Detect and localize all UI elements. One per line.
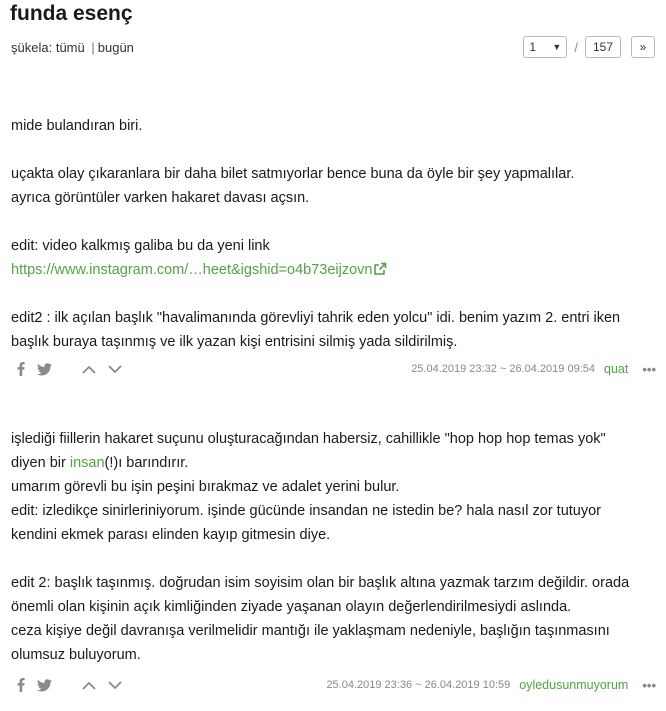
instagram-link[interactable]: https://www.instagram.com/…heet&igshid=o4b73eijzovn: [11, 262, 373, 278]
entry-line: mide bulandıran biri.: [11, 118, 143, 134]
facebook-icon[interactable]: [17, 678, 25, 692]
entry-content: [11, 114, 656, 354]
sukela-label: şükela:: [11, 40, 53, 55]
topic-title[interactable]: funda esenç: [10, 2, 133, 25]
chevron-down-icon[interactable]: [108, 365, 122, 374]
entry-date[interactable]: 25.04.2019 23:36 ~ 26.04.2019 10:59: [326, 679, 511, 691]
sukela-separator: |: [91, 40, 95, 55]
entry-content: [11, 427, 656, 667]
page-select-value: 1: [529, 40, 537, 54]
caret-down-icon: ▼: [552, 42, 562, 52]
chevron-down-icon[interactable]: [108, 681, 122, 690]
chevron-up-icon[interactable]: [82, 365, 96, 374]
sukela-today-link[interactable]: bugün: [97, 40, 134, 55]
entry-line: edit: video kalkmış galiba bu da yeni link: [11, 238, 270, 254]
entry-line: edit: izledikçe sinirleriniyorum. işinde gücünde insandan ne istedin be? hala nasıl zor tutuyor: [11, 503, 602, 519]
twitter-icon[interactable]: [37, 363, 52, 376]
entry-line: işlediği fiillerin hakaret suçunu oluşturacağından habersiz, cahillikle "hop hop hop temas yok": [11, 431, 606, 447]
entry-line: olumsuz buluyorum.: [11, 647, 141, 663]
entry-text: diyen bir: [11, 455, 70, 471]
entry-line: [11, 451, 656, 475]
page-select[interactable]: [523, 36, 567, 58]
chevron-up-icon[interactable]: [82, 681, 96, 690]
page-slash: /: [574, 39, 578, 55]
entry-author[interactable]: quat: [604, 362, 629, 376]
entry-date[interactable]: 25.04.2019 23:32 ~ 26.04.2019 09:54: [411, 363, 595, 375]
entry-line: ceza kişiye değil davranışa verilmelidir mantığı ile yaklaşmam nedeniyle, başlığın taşınmasını: [11, 623, 610, 639]
more-options-icon[interactable]: •••: [642, 677, 656, 693]
entry-text: (!)ı barındırır.: [104, 455, 189, 471]
next-page-button[interactable]: »: [631, 36, 655, 58]
entry-line: edit 2: başlık taşınmış. doğrudan isim soyisim olan bir başlık altına yazmak tarzım değildir. orada: [11, 575, 630, 591]
entry-line: edit2 : ilk açılan başlık "havalimanında görevliyi tahrik eden yolcu" idi. benim yazım 2. entri iken: [11, 310, 621, 326]
pager: [523, 36, 655, 58]
entry-footer: [11, 359, 656, 379]
insan-link[interactable]: insan: [69, 455, 105, 471]
entry-line: başlık buraya taşınmış ve ilk yazan kişi entrisini silmiş yada sildirilmiş.: [11, 334, 458, 350]
entry-link-line: [11, 258, 656, 282]
sukela-all-link[interactable]: tümü: [55, 40, 85, 55]
sukela-filter: [11, 40, 134, 55]
twitter-icon[interactable]: [37, 679, 52, 692]
entry-line: önemli olan kişinin açık kimliğinden ziyade yaşanan olayın değerlendirilmesiydi aslında.: [11, 599, 572, 615]
entry-footer: [11, 675, 656, 695]
facebook-icon[interactable]: [17, 362, 25, 376]
entry-line: kendini ekmek parası elinden kayıp gitmesin diye.: [11, 527, 331, 543]
page-total-button[interactable]: 157: [585, 36, 621, 58]
more-options-icon[interactable]: •••: [642, 361, 656, 377]
external-link-icon: [373, 262, 387, 276]
entry-author[interactable]: oyledusunmuyorum: [519, 678, 629, 692]
entry-line: ayrıca görüntüler varken hakaret davası açsın.: [11, 190, 310, 206]
entry-line: umarım görevli bu işin peşini bırakmaz ve adalet yerini bulur.: [11, 479, 400, 495]
entry-line: uçakta olay çıkaranlara bir daha bilet satmıyorlar bence buna da öyle bir şey yapmalılar.: [11, 166, 575, 182]
